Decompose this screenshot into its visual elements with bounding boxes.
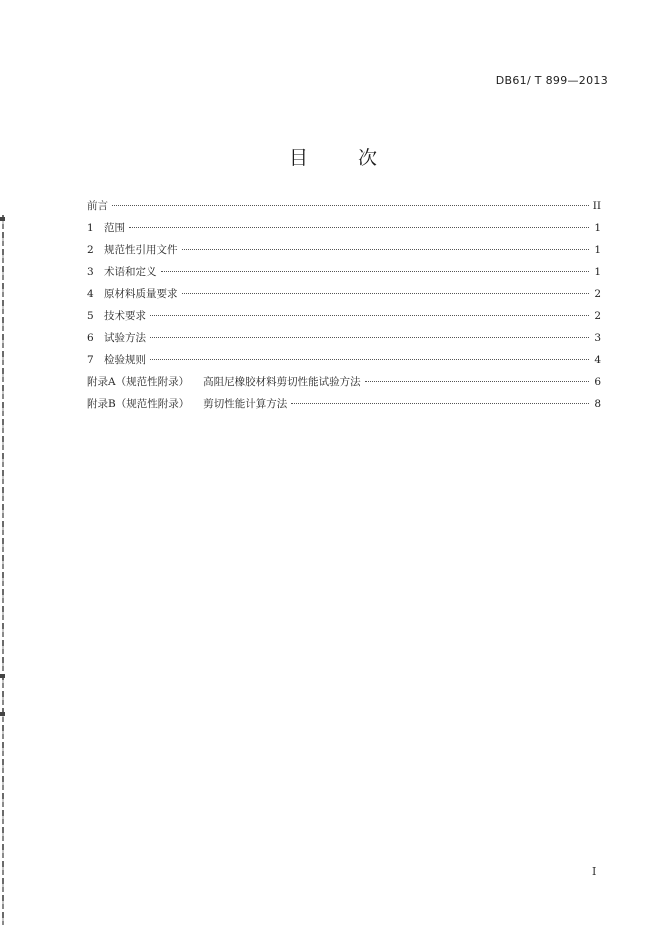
toc-entry-technical-requirements[interactable] [87, 308, 601, 330]
toc-leader-dots [150, 315, 589, 316]
toc-entry-raw-material-quality[interactable] [87, 286, 601, 308]
toc-leader-dots [150, 337, 589, 338]
toc-entry-title: 检验规则 [104, 354, 146, 366]
scan-binding-mark [0, 217, 5, 221]
toc-entry-subtitle: 高阻尼橡胶材料剪切性能试验方法 [203, 376, 361, 388]
toc-entry-title: 规范性引用文件 [104, 244, 178, 256]
toc-entry-number: 5 [87, 310, 94, 322]
toc-entry-test-methods[interactable] [87, 330, 601, 352]
toc-entry-number: 2 [87, 244, 94, 256]
toc-entry-page: II [592, 200, 601, 212]
toc-entry-title: 前言 [87, 200, 108, 212]
toc-entry-page: 8 [594, 398, 601, 410]
toc-entry-title: 原材料质量要求 [104, 288, 178, 300]
toc-entry-subtitle: 剪切性能计算方法 [203, 398, 288, 410]
toc-entry-number: 4 [87, 288, 94, 300]
toc-entry-title: 附录A（规范性附录） [87, 376, 190, 388]
toc-entry-label [87, 352, 146, 367]
toc-entry-page: 2 [594, 310, 601, 322]
toc-leader-dots [112, 205, 589, 206]
toc-entry-title: 技术要求 [104, 310, 146, 322]
toc-entry-number: 7 [87, 354, 94, 366]
toc-entry-page: 1 [594, 244, 601, 256]
toc-entry-title: 术语和定义 [104, 266, 157, 278]
toc-entry-page: 1 [594, 222, 601, 234]
document-code: DB61/ T 899—2013 [495, 74, 608, 87]
toc-entry-number: 1 [87, 222, 94, 234]
toc-leader-dots [291, 403, 589, 404]
toc-entry-page: 6 [594, 376, 601, 388]
toc-entry-label [87, 220, 125, 235]
toc-entry-label [87, 308, 146, 323]
toc-title: 目 次 [288, 147, 400, 169]
toc-entry-terms-definitions[interactable] [87, 264, 601, 286]
table-of-contents [87, 198, 601, 418]
toc-entry-appendix-a[interactable] [87, 374, 601, 396]
toc-entry-normative-references[interactable] [87, 242, 601, 264]
toc-leader-dots [150, 359, 589, 360]
toc-entry-label [87, 198, 108, 213]
toc-entry-label [87, 330, 146, 345]
toc-entry-label [87, 396, 287, 411]
scan-binding-mark [0, 712, 5, 716]
toc-entry-number: 3 [87, 266, 94, 278]
toc-entry-appendix-b[interactable] [87, 396, 601, 418]
toc-entry-number: 6 [87, 332, 94, 344]
toc-entry-page: 1 [594, 266, 601, 278]
toc-entry-label [87, 374, 361, 389]
toc-entry-label [87, 242, 178, 257]
toc-entry-label [87, 264, 157, 279]
scan-binding-edge [2, 215, 4, 925]
toc-leader-dots [365, 381, 589, 382]
toc-entry-title: 试验方法 [104, 332, 146, 344]
toc-entry-page: 3 [594, 332, 601, 344]
toc-leader-dots [161, 271, 590, 272]
page-number: I [592, 865, 597, 878]
toc-entry-scope[interactable] [87, 220, 601, 242]
toc-leader-dots [182, 249, 590, 250]
toc-entry-title: 附录B（规范性附录） [87, 398, 190, 410]
toc-entry-title: 范围 [104, 222, 125, 234]
toc-entry-page: 4 [594, 354, 601, 366]
toc-entry-inspection-rules[interactable] [87, 352, 601, 374]
toc-entry-page: 2 [594, 288, 601, 300]
toc-entry-label [87, 286, 178, 301]
toc-entry-foreword[interactable] [87, 198, 601, 220]
toc-leader-dots [182, 293, 590, 294]
toc-leader-dots [129, 227, 589, 228]
scan-binding-mark [0, 674, 5, 678]
